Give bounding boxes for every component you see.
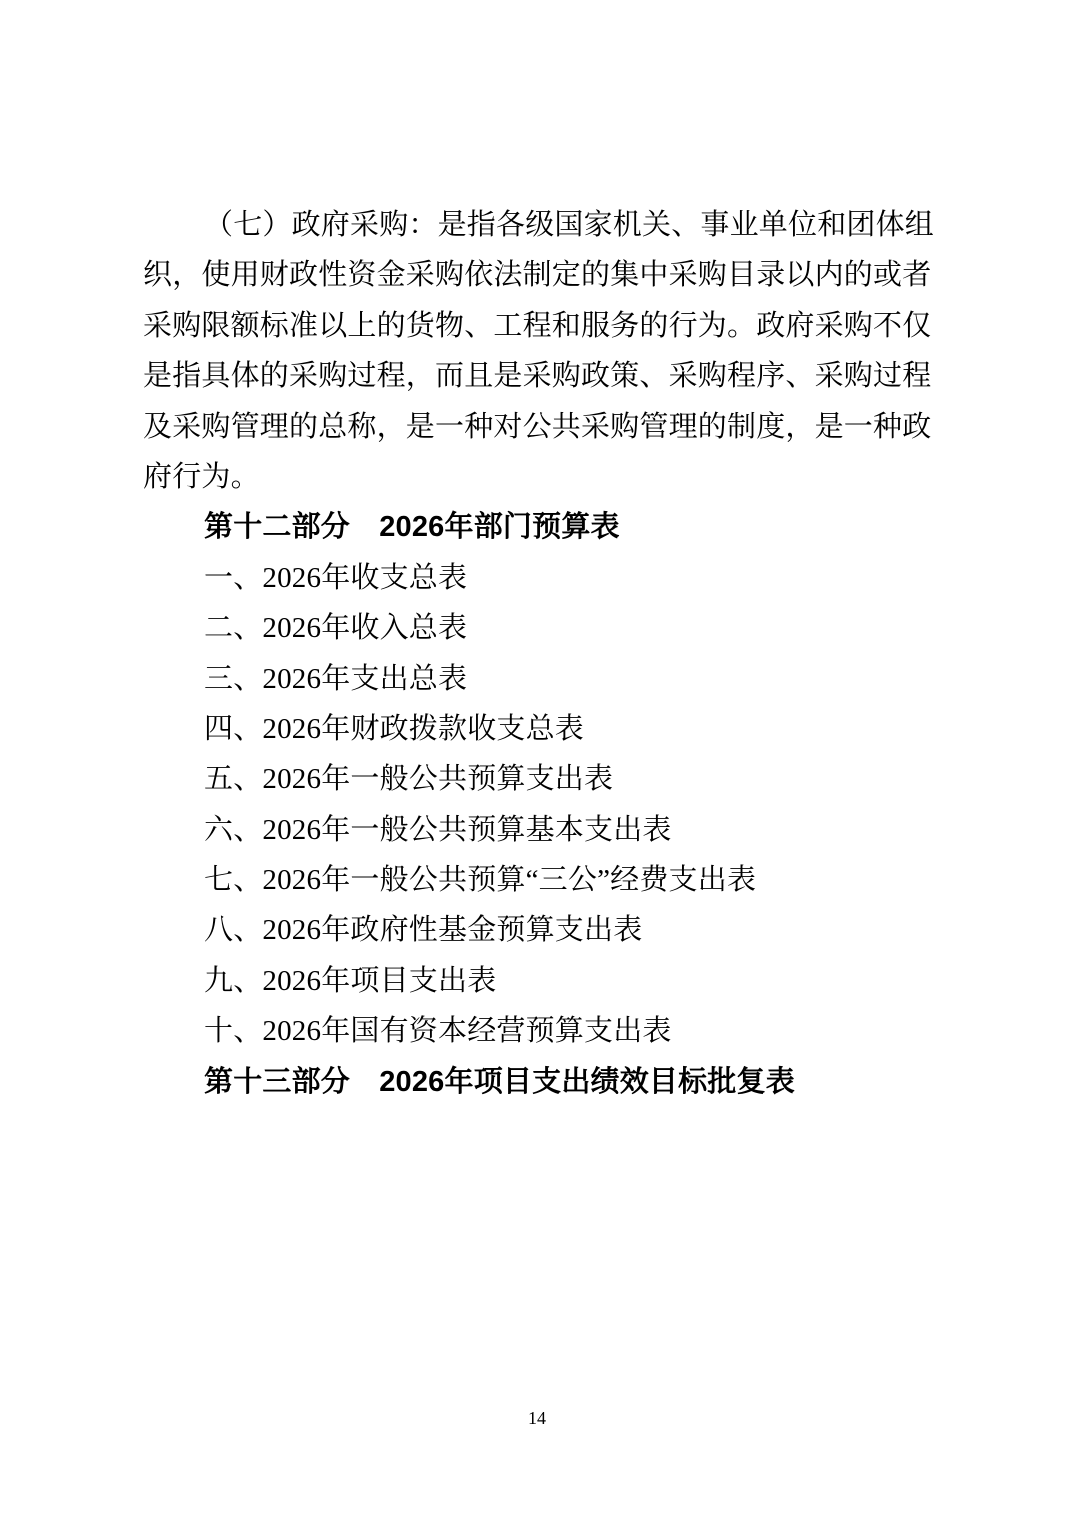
section-heading-part12: 第十二部分 2026年部门预算表 [204, 511, 620, 544]
list-item: 七、2026年一般公共预算“三公”经费支出表 [204, 864, 757, 897]
list-item: 十、2026年国有资本经营预算支出表 [204, 1015, 672, 1048]
list-item: 三、2026年支出总表 [204, 662, 468, 695]
paragraph-line: 是指具体的采购过程，而且是采购政策、采购程序、采购过程 [143, 360, 932, 393]
paragraph-line: 织，使用财政性资金采购依法制定的集中采购目录以内的或者 [143, 259, 932, 292]
list-item: 五、2026年一般公共预算支出表 [204, 763, 614, 796]
page-number: 14 [528, 1408, 546, 1428]
section-heading-part13: 第十三部分 2026年项目支出绩效目标批复表 [204, 1065, 795, 1098]
paragraph-line: 采购限额标准以上的货物、工程和服务的行为。政府采购不仅 [143, 309, 932, 342]
paragraph-line: （七）政府采购：是指各级国家机关、事业单位和团体组 [204, 209, 935, 241]
list-item: 九、2026年项目支出表 [204, 964, 497, 997]
list-item: 四、2026年财政拨款收支总表 [204, 712, 585, 745]
list-item: 二、2026年收入总表 [204, 612, 468, 645]
paragraph-line: 府行为。 [143, 460, 260, 493]
paragraph-line: 及采购管理的总称，是一种对公共采购管理的制度，是一种政 [143, 410, 932, 443]
list-item: 八、2026年政府性基金预算支出表 [204, 914, 643, 947]
list-item: 六、2026年一般公共预算基本支出表 [204, 813, 672, 846]
list-item: 一、2026年收支总表 [204, 561, 468, 594]
text-content [143, 200, 938, 1107]
